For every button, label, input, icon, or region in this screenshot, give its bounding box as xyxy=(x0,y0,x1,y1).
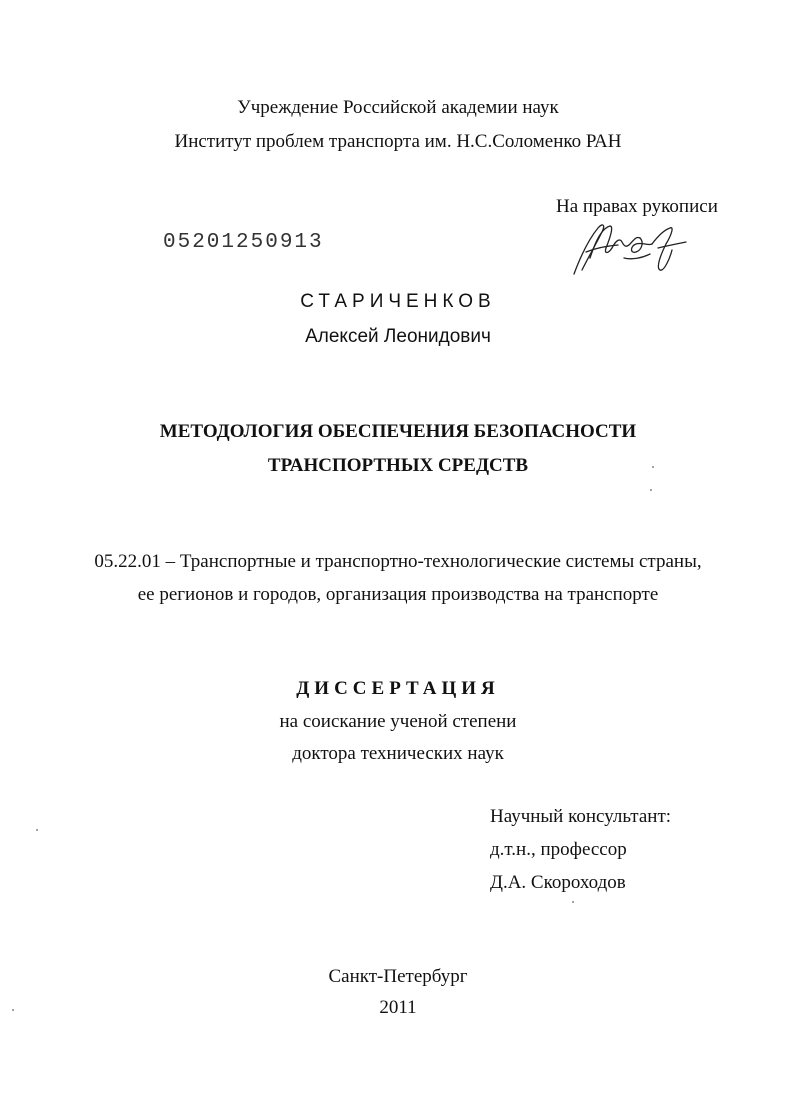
title-line-1: МЕТОДОЛОГИЯ ОБЕСПЕЧЕНИЯ БЕЗОПАСНОСТИ xyxy=(159,421,637,442)
consultant-label: Научный консультант: xyxy=(490,806,672,827)
institute-name: Институт проблем транспорта им. Н.С.Соломенко РАН xyxy=(174,131,622,152)
signature xyxy=(566,218,696,280)
degree-line-2: доктора технических наук xyxy=(292,743,504,764)
consultant-name: Д.А. Скороходов xyxy=(490,872,626,893)
degree-line-1: на соискание ученой степени xyxy=(279,711,517,732)
registry-number: 05201250913 xyxy=(163,231,324,254)
manuscript-note: На правах рукописи xyxy=(556,196,718,217)
city: Санкт-Петербург xyxy=(328,966,468,987)
author-given-names: Алексей Леонидович xyxy=(305,326,491,347)
specialty-line-2: ее регионов и городов, организация производства на транспорте xyxy=(137,584,659,605)
consultant-degree: д.т.н., профессор xyxy=(490,839,627,860)
scan-speck xyxy=(650,489,652,491)
scan-speck xyxy=(572,901,574,903)
scan-speck xyxy=(652,466,654,468)
scan-speck xyxy=(36,829,38,831)
scan-speck xyxy=(12,1009,14,1011)
title-line-2: ТРАНСПОРТНЫХ СРЕДСТВ xyxy=(267,455,529,476)
year: 2011 xyxy=(379,997,417,1018)
institution-name: Учреждение Российской академии наук xyxy=(237,97,559,118)
author-surname: СТАРИЧЕНКОВ xyxy=(300,291,496,312)
specialty-line-1: 05.22.01 – Транспортные и транспортно-технологические системы страны, xyxy=(94,551,702,572)
dissertation-heading: ДИССЕРТАЦИЯ xyxy=(296,678,500,699)
